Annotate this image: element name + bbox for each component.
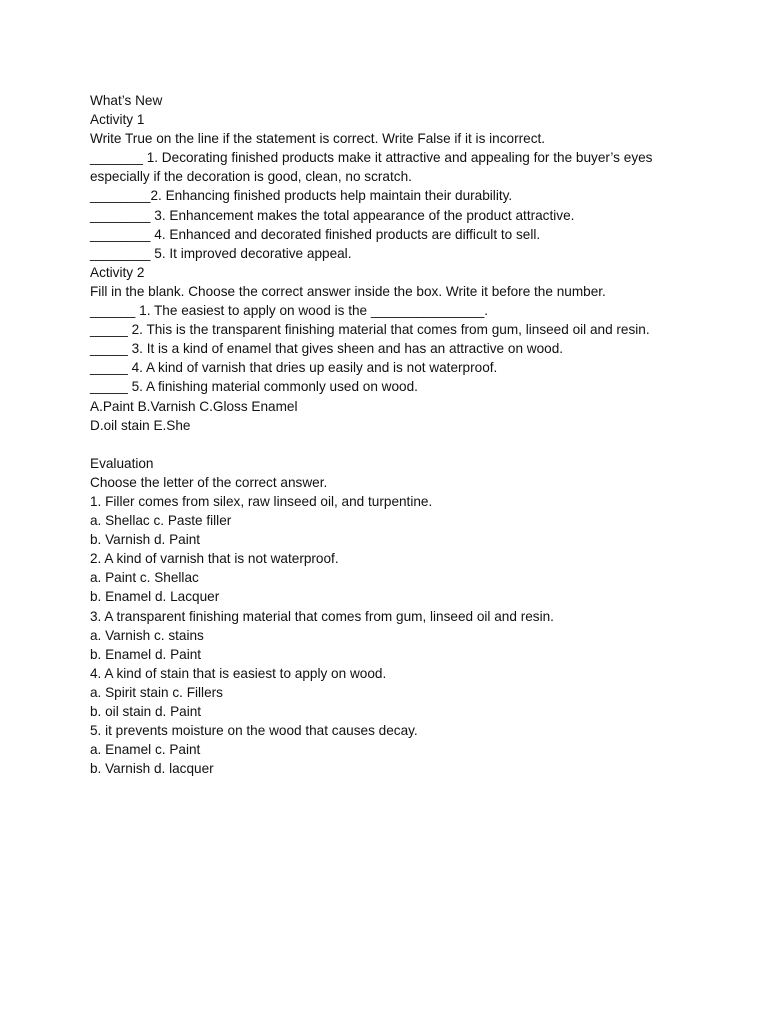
evaluation-question-3: 3. A transparent finishing material that comes from gum, linseed oil and resin. — [90, 608, 554, 624]
activity2-choices-row-2: D.oil stain E.She — [90, 417, 191, 433]
evaluation-options-1a: a. Shellac c. Paste filler — [90, 513, 232, 529]
activity2-item-2: _____ 2. This is the transparent finishing material that comes from gum, linseed oil and resin. — [90, 322, 650, 338]
evaluation-options-2a: a. Paint c. Shellac — [90, 570, 199, 586]
document-page — [90, 91, 730, 778]
evaluation-options-3a: a. Varnish c. stains — [90, 627, 204, 643]
activity1-item-3: ________ 3. Enhancement makes the total appearance of the product attractive. — [90, 207, 575, 223]
evaluation-instruction: Choose the letter of the correct answer. — [90, 474, 328, 490]
section-heading-whats-new: What’s New — [90, 93, 163, 108]
activity2-item-3: _____ 3. It is a kind of enamel that gives sheen and has an attractive on wood. — [90, 341, 564, 357]
activity2-choices-row-1: A.Paint B.Varnish C.Gloss Enamel — [90, 398, 298, 414]
evaluation-question-4: 4. A kind of stain that is easiest to apply on wood. — [90, 665, 387, 681]
activity2-title: Activity 2 — [90, 264, 145, 280]
activity2-item-1: ______ 1. The easiest to apply on wood is the _______________. — [90, 303, 489, 319]
evaluation-options-1b: b. Varnish d. Paint — [90, 532, 201, 548]
activity1-title: Activity 1 — [90, 112, 145, 128]
activity1-item-1-continued: especially if the decoration is good, clean, no scratch. — [90, 169, 412, 185]
evaluation-question-5: 5. it prevents moisture on the wood that causes decay. — [90, 723, 418, 739]
activity2-item-5: _____ 5. A finishing material commonly used on wood. — [90, 379, 418, 395]
activity2-item-4: _____ 4. A kind of varnish that dries up easily and is not waterproof. — [90, 360, 498, 376]
activity1-item-2: ________2. Enhancing finished products help maintain their durability. — [90, 188, 513, 204]
activity1-item-1: _______ 1. Decorating finished products make it attractive and appealing for the buyer’s eyes — [90, 150, 653, 166]
activity1-item-5: ________ 5. It improved decorative appeal. — [90, 245, 352, 261]
evaluation-options-5a: a. Enamel c. Paint — [90, 742, 201, 758]
evaluation-options-5b: b. Varnish d. lacquer — [90, 761, 214, 777]
activity1-item-4: ________ 4. Enhanced and decorated finished products are difficult to sell. — [90, 226, 541, 242]
activity2-instruction: Fill in the blank. Choose the correct answer inside the box. Write it before the number. — [90, 283, 606, 299]
evaluation-options-4b: b. oil stain d. Paint — [90, 704, 202, 719]
activity1-instruction: Write True on the line if the statement is correct. Write False if it is incorrect. — [90, 131, 546, 147]
spacer — [90, 435, 730, 454]
evaluation-options-4a: a. Spirit stain c. Fillers — [90, 684, 223, 700]
evaluation-question-1: 1. Filler comes from silex, raw linseed oil, and turpentine. — [90, 493, 433, 509]
evaluation-options-2b: b. Enamel d. Lacquer — [90, 589, 220, 605]
evaluation-options-3b: b. Enamel d. Paint — [90, 646, 202, 662]
evaluation-title: Evaluation — [90, 455, 154, 471]
evaluation-question-2: 2. A kind of varnish that is not waterproof. — [90, 551, 339, 567]
